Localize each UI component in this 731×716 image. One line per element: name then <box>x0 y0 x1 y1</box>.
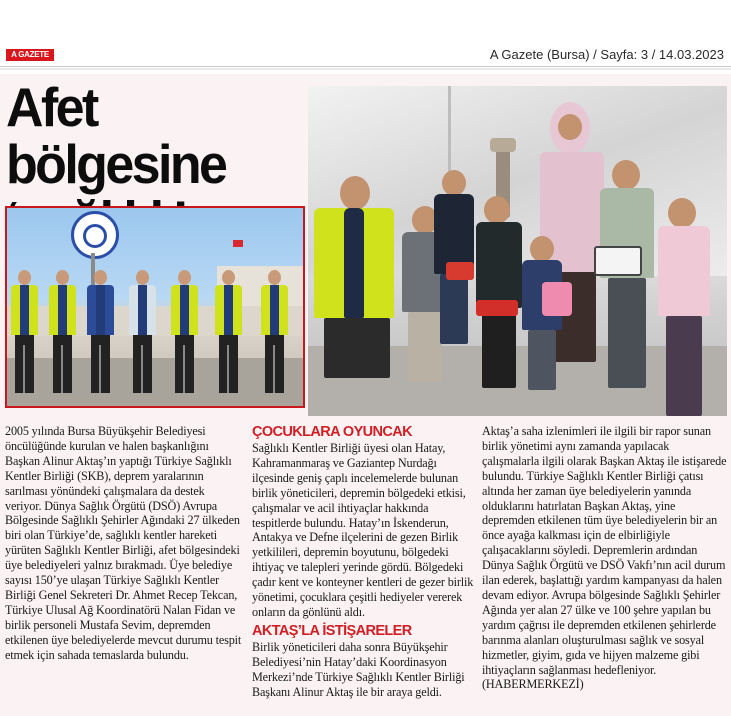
header-rule <box>0 66 731 67</box>
subheading-toys: ÇOCUKLARA OYUNCAK <box>252 424 413 440</box>
subheading-consultation: AKTAŞ’LA İSTİŞARELER <box>252 622 412 639</box>
person-figure <box>85 270 115 390</box>
publication-info: A Gazete (Bursa) / Sayfa: 3 / 14.03.2023 <box>489 47 724 62</box>
article-paragraph: Birlik yöneticileri daha sonra Büyükşehir Belediyesi’nin Hatay’daki Koordinasyon Merkezi’nde Türkiye Sağlıklı Kentler Birliği Başkanı Alinur Aktaş ile bir araya geldi. <box>252 639 465 699</box>
article-column-1 <box>5 424 243 663</box>
masthead <box>0 0 731 74</box>
article-paragraph: Sağlıklı Kentler Birliği üyesi olan Hatay, Kahramanmaraş ve Gaziantep Nurdağı ilçesinde geniş çaplı incelemelerde bulunan birlik yöneticileri, depremin bölgedeki etkisi, çalışmalar ve acil ihtiyaçlar hakkında tespitlerde bulundu. Hatay’ın İskenderun, Antakya ve Defne ilçelerini de gezen Birlik yetkilileri, depremin boyutunu, bölgedeki ihtiyaç ve talepleri yerinde gördü. Bölgedeki çadır kent ve konteyner kentleri de gezer birlik yönetimi, çocuklara çeşitli hediyeler vererek onların da gönlünü aldı. <box>252 441 474 619</box>
toy-box <box>446 262 474 280</box>
person-figure <box>213 270 243 390</box>
logo-sign-icon <box>71 211 119 259</box>
article-column-2 <box>252 424 474 700</box>
newspaper-logo: A GAZETE <box>6 49 54 61</box>
headline-line-1: Afet bölgesine <box>6 77 226 196</box>
toy-car <box>476 300 518 316</box>
person-figure <box>127 270 157 390</box>
flag-icon <box>233 240 243 247</box>
toy-car <box>594 246 642 276</box>
person-figure <box>169 270 199 390</box>
article-paragraph: Aktaş’a saha izlenimleri ile ilgili bir rapor sunan birlik yönetimi aynı zamanda yapılacak çalışmalarla ilgili olarak Başkan Aktaş ile istişarede bulundu. Türkiye Sağlıklı Kentler Birliği çatısı altında her zaman üye belediyelerin yanında olduklarını hatırlatan Başkan Aktaş, yine depremden etkilenen tüm üye belediyelerin bir an önce ayağa kalkması için de elbirliğiyle çalışacaklarını söyledi. Depremlerin ardından Dünya Sağlık Örgütü ve DSÖ Vakfı’nın acil durum ilan ederek, başlattığı yardım kampanyası da halen devam ediyor. Avrupa bölgesinde Sağlıklı Şehirler Ağında yer alan 27 ülke ve 100 şehre yapılan bu yardım çağrısı ile depremden etkilenen şehirlerde barınma alanları oluşturulması sağlık ve sosyal hizmetler, giyim, gıda ve hijyen malzeme gibi ihtiyaçların sağlanması hedefleniyor. (HABERMERKEZİ) <box>482 424 727 692</box>
children-photo <box>308 86 727 416</box>
person-figure <box>9 270 39 390</box>
person-figure <box>259 270 289 390</box>
article-column-3 <box>482 424 727 692</box>
header-rule-shadow <box>0 68 731 70</box>
person-figure <box>47 270 77 390</box>
article-paragraph: 2005 yılında Bursa Büyükşehir Belediyesi öncülüğünde kurulan ve halen başkanlığını Başkan Alinur Aktaş’ın yaptığı Türkiye Sağlıklı Kentler Birliği (SKB), deprem yaralarının sarılması yönündeki çalışmalara da destek veriyor. Dünya Sağlık Örgütü (DSÖ) Avrupa Bölgesinde Sağlıklı Şehirler Ağındaki 27 ülkeden biri olan Türkiye’de, sağlıklı kentler hareketi yürüten Sağlıklı Kentler Birliği, afet bölgesindeki üye belediyeleri yalnız bırakmadı. Üye belediye sayısı 150’ye ulaşan Türkiye Sağlıklı Kentler Birliği Genel Sekreteri Dr. Ahmet Recep Tekcan, Türkiye Ulusal Ağ Koordinatörü Nalan Fidan ve birlik personeli Mustafa Sevim, depremden etkilenen üye belediyelerde mevcut durumu tespit etmek için sahada temaslarda bulundu. <box>5 424 242 662</box>
group-photo <box>5 206 305 408</box>
toy-box <box>542 282 572 316</box>
